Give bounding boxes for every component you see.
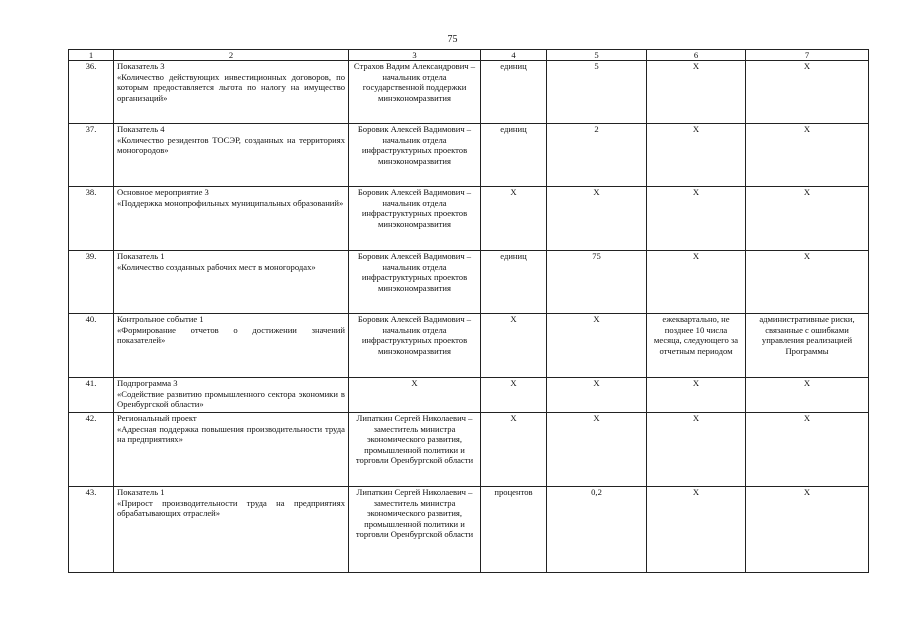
value-cell: Х — [547, 314, 647, 378]
deadline-cell: Х — [647, 187, 746, 251]
risk-cell: Х — [746, 487, 869, 573]
unit-cell: единиц — [481, 61, 547, 124]
row-number: 41. — [69, 378, 114, 413]
item-name-cell — [114, 251, 349, 314]
item-title: Подпрограмма 3 — [117, 378, 178, 388]
table-row — [69, 413, 869, 487]
value-cell: 75 — [547, 251, 647, 314]
row-number: 38. — [69, 187, 114, 251]
responsible-cell: Липаткин Сергей Николаевич – заместитель министра экономического развития, промышленной политики и торговли Оренбургской области — [349, 413, 481, 487]
value-cell: Х — [547, 187, 647, 251]
risk-cell: Х — [746, 61, 869, 124]
risk-cell: Х — [746, 251, 869, 314]
deadline-cell: Х — [647, 413, 746, 487]
item-description: «Количество действующих инвестиционных договоров, по которым предоставляется льгота по налогу на имущество организаций» — [117, 71, 345, 103]
value-cell: 0,2 — [547, 487, 647, 573]
row-number: 36. — [69, 61, 114, 124]
risk-cell: Х — [746, 187, 869, 251]
responsible-cell: Боровик Алексей Вадимович – начальник отдела инфраструктурных проектов минэкономразвития — [349, 251, 481, 314]
program-table — [68, 49, 869, 573]
table-row — [69, 61, 869, 124]
row-number: 39. — [69, 251, 114, 314]
item-description: «Прирост производительности труда на предприятиях обрабатывающих отраслей» — [117, 497, 345, 519]
column-number: 7 — [746, 50, 869, 61]
deadline-cell: Х — [647, 124, 746, 187]
unit-cell: Х — [481, 187, 547, 251]
unit-cell: Х — [481, 314, 547, 378]
item-name-cell — [114, 413, 349, 487]
risk-cell: Х — [746, 124, 869, 187]
value-cell: 5 — [547, 61, 647, 124]
item-title: Показатель 3 — [117, 61, 165, 71]
column-number: 3 — [349, 50, 481, 61]
table-row — [69, 124, 869, 187]
deadline-cell: Х — [647, 487, 746, 573]
deadline-cell: Х — [647, 251, 746, 314]
responsible-cell: Боровик Алексей Вадимович – начальник отдела инфраструктурных проектов минэкономразвития — [349, 187, 481, 251]
column-number-row — [69, 50, 869, 61]
unit-cell: Х — [481, 413, 547, 487]
responsible-cell: Страхов Вадим Александрович – начальник отдела государственной поддержки минэкономразвития — [349, 61, 481, 124]
item-title: Региональный проект — [117, 413, 197, 423]
item-name-cell — [114, 314, 349, 378]
responsible-cell: Х — [349, 378, 481, 413]
table-row — [69, 378, 869, 413]
item-title: Показатель 1 — [117, 487, 165, 497]
item-name-cell — [114, 378, 349, 413]
table-row — [69, 187, 869, 251]
value-cell: 2 — [547, 124, 647, 187]
item-description: «Формирование отчетов о достижении значений показателей» — [117, 324, 345, 346]
row-number: 43. — [69, 487, 114, 573]
deadline-cell: Х — [647, 61, 746, 124]
item-description: «Количество созданных рабочих мест в моногородах» — [117, 261, 316, 272]
unit-cell: Х — [481, 378, 547, 413]
risk-cell: Х — [746, 413, 869, 487]
risk-cell: административные риски, связанные с ошибками управления реализацией Программы — [746, 314, 869, 378]
responsible-cell: Боровик Алексей Вадимович – начальник отдела инфраструктурных проектов минэкономразвития — [349, 314, 481, 378]
row-number: 40. — [69, 314, 114, 378]
item-title: Основное мероприятие 3 — [117, 187, 209, 197]
item-name-cell — [114, 187, 349, 251]
column-number: 1 — [69, 50, 114, 61]
item-name-cell — [114, 487, 349, 573]
table-row — [69, 487, 869, 573]
table-row — [69, 314, 869, 378]
item-description: «Количество резидентов ТОСЭР, созданных на территориях моногородов» — [117, 134, 345, 156]
item-description: «Содействие развитию промышленного сектора экономики в Оренбургской области» — [117, 388, 345, 410]
page-number: 75 — [447, 34, 458, 45]
deadline-cell: Х — [647, 378, 746, 413]
column-number: 5 — [547, 50, 647, 61]
item-title: Показатель 1 — [117, 251, 165, 261]
row-number: 42. — [69, 413, 114, 487]
unit-cell: единиц — [481, 124, 547, 187]
row-number: 37. — [69, 124, 114, 187]
deadline-cell: ежеквартально, не позднее 10 числа месяца, следующего за отчетным периодом — [647, 314, 746, 378]
risk-cell: Х — [746, 378, 869, 413]
value-cell: Х — [547, 378, 647, 413]
item-name-cell — [114, 124, 349, 187]
responsible-cell: Боровик Алексей Вадимович – начальник отдела инфраструктурных проектов минэкономразвития — [349, 124, 481, 187]
item-description: «Адресная поддержка повышения производительности труда на предприятиях» — [117, 423, 345, 445]
unit-cell: единиц — [481, 251, 547, 314]
column-number: 6 — [647, 50, 746, 61]
column-number: 4 — [481, 50, 547, 61]
value-cell: Х — [547, 413, 647, 487]
item-title: Показатель 4 — [117, 124, 165, 134]
responsible-cell: Липаткин Сергей Николаевич – заместитель министра экономического развития, промышленной политики и торговли Оренбургской области — [349, 487, 481, 573]
item-description: «Поддержка монопрофильных муниципальных образований» — [117, 197, 344, 208]
table-row — [69, 251, 869, 314]
item-title: Контрольное событие 1 — [117, 314, 204, 324]
item-name-cell — [114, 61, 349, 124]
unit-cell: процентов — [481, 487, 547, 573]
column-number: 2 — [114, 50, 349, 61]
